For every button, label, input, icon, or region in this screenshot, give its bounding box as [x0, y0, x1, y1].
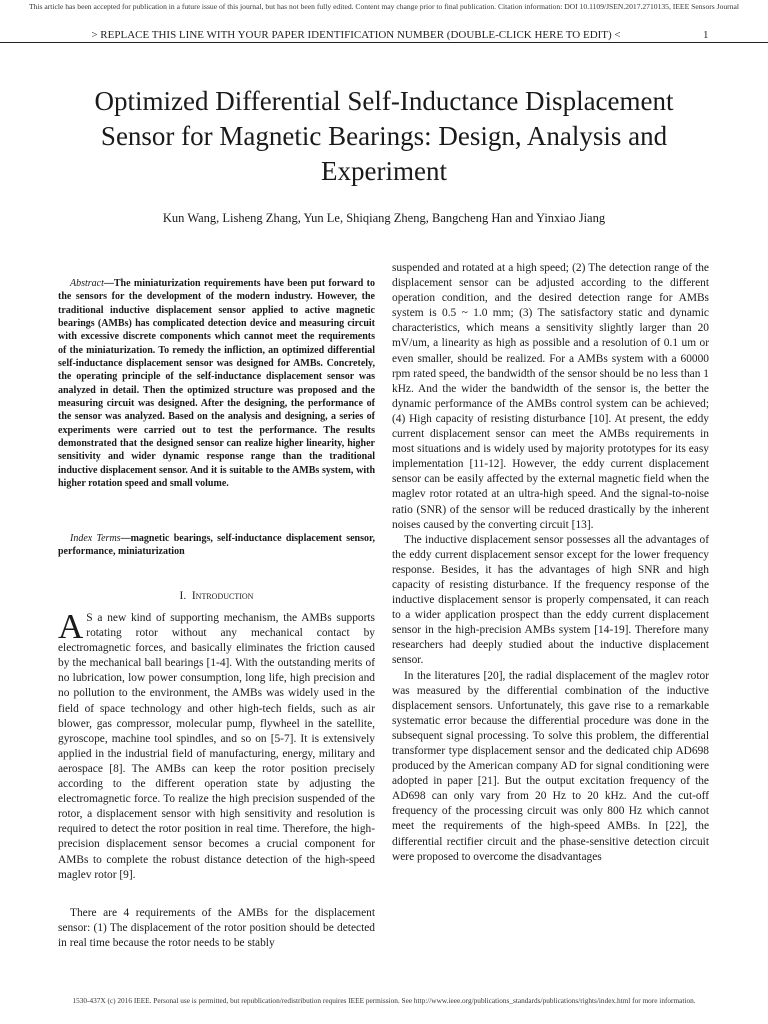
copyright-footer: 1530-437X (c) 2016 IEEE. Personal use is permitted, but republication/redistribution requires IEEE permission. See http://www.ieee.org/publications_standards/publications/rights/index.html for more information.: [72, 996, 696, 1005]
abstract-lead: Abstract: [70, 278, 104, 289]
intro-paragraph-1: [58, 607, 375, 883]
right-paragraph-1: suspended and rotated at a high speed; (2) The detection range of the displacement sensor can be adjusted according to the different operation condition, and the desired detection range for AMBs system is 0.5 ~ 1.0 mm; (3) The satisfactory static and dynamic characteristics, which means a sensitivity slightly larger than 20 mV/um, a linearity as high as possible and a resolution of 0.1 um or even smaller, should be realized. For a AMBs system with a 60000 rpm rated speed, the bandwidth of the sensor should be no less than 1 kHz. And the wider the bandwidth of the sensor is, the better the dynamic performance of the AMBs control system can be achieved; (4) High capacity of resisting disturbance [10]. At present, the eddy current displacement sensor can meet the AMBs requirements in most situations and is widely used by majority prototypes for its easy implementation [11-12]. However, the eddy current displacement sensor can be easily affected by the external magnetic field when the maglev rotor rotated at an ultra-high speed. And the signal-to-noise ratio (SNR) of the sensor will be reduced drastically by the inherent noises caused by the converting circuit [13].: [392, 262, 709, 531]
index-terms-text: —magnetic bearings, self-inductance displacement sensor, performance, miniaturization: [58, 533, 375, 558]
index-terms: [58, 532, 375, 559]
intro-paragraph-2: There are 4 requirements of the AMBs for the displacement sensor: (1) The displacement of the rotor position should be detected in real time because the rotor needs to be stably: [58, 907, 375, 950]
author-list: Kun Wang, Lisheng Zhang, Yun Le, Shiqiang Zheng, Bangcheng Han and Yinxiao Jiang: [162, 211, 606, 225]
section-heading-introduction: [58, 589, 375, 604]
abstract-text: —The miniaturization requirements have been put forward to the sensors for the development of the modern industry. However, the traditional inductive displacement sensor applied to active magnetic bearings (AMBs) has complicated detection device and measuring circuit with excessive discrete components which cannot meet the requirements of the miniaturization. To remedy the infliction, an optimized differential self-inductance displacement sensor was designed for AMBs. Concretely, the operating principle of the self-inductance displacement sensor was analyzed in detail. Then the optimized structure was proposed and the measuring circuit was designed. After the designing, the performance of the sensor was analyzed. Based on the analysis and designing, a series of experiments were carried out to test the performance. The results demonstrated that the designed sensor can realize higher linearity, higher sensitivity and wider dynamic response range than the traditional inductive displacement sensor. And it is suitable to the AMBs system, with higher rotation speed and small volume.: [58, 278, 375, 490]
paper-title: Optimized Differential Self-Inductance Displacement Sensor for Magnetic Bearings: Design, Analysis and Experiment: [94, 86, 674, 186]
right-column: [392, 261, 709, 865]
intro-paragraph-1-text: S a new kind of supporting mechanism, the AMBs supports rotating rotor without any mechanical contact by electromagnetic forces, and basically eliminates the friction caused by the mechanical ball bearings [1-4]. With the outstanding merits of no lubrication, low power consumption, long life, high precision and no pollution to the environment, the AMBs was widely used in the field of space technology and other high-tech fields, such as air blower, gas compressor, molecular pump, flywheel in the satellite, gyroscope, machine tool spindles, and so on [5-7]. It is extensively applied in the industrial field of manufacturing, energy, military and aerospace [8]. The AMBs can keep the rotor position precisely according to the different operation state by adjusting the electromagnetic force. To realize the high precision suspended of the rotor, a displacement sensor with high sensitivity and resolution is required to detect the rotor position in real time. Therefore, the high-precision displacement sensor becomes a crucial component for AMBs to complete the robust distance detection of the high-speed maglev rotor [9].: [58, 612, 375, 881]
publication-notice: This article has been accepted for publication in a future issue of this journal, but has not been fully edited. Content may change prior to final publication. Citation information: DOI 10.1109/JSEN.2017.2710135, IEEE Sensors Journal: [28, 2, 739, 11]
abstract: [58, 277, 375, 491]
right-paragraph-2: The inductive displacement sensor possesses all the advantages of the eddy current displacement sensor except for the lower frequency response. Besides, it has the advantages of high SNR and high capacity of resisting disturbance. If the frequency response of the inductive displacement sensor is properly compensated, it can reach to a wider application prospect than the eddy current displacement sensor in the high-precision AMBs system [14-19]. Therefore many researchers had deeply studied about the inductive displacement sensor.: [392, 533, 709, 667]
section-title: Introduction: [191, 590, 254, 602]
header-rule: [0, 42, 768, 43]
page-number: 1: [703, 29, 709, 41]
index-terms-lead: Index Terms: [70, 533, 121, 544]
right-paragraph-3: In the literatures [20], the radial displacement of the maglev rotor was measured by the differential combination of the inductive displacement sensors. Unfortunately, this gave rise to a remarkable systematic error because the differential procedure was done in the subsequent signal processing. To solve this problem, the differential transformer type displacement sensor and the dedicated chip AD698 produced by the American company AD for signal conditioning were adopted in paper [21]. But the output excitation frequency of the AD698 can only vary from 20 Hz to 20 kHz. And the cut-off frequency of the processing circuit was only 800 Hz which cannot meet the requirements of the high-speed AMBs. In [22], the differential rectifier circuit and the phase-sensitive detection circuit were proposed to overcome the disadvantages: [392, 669, 709, 863]
drop-cap: A: [58, 607, 84, 646]
section-numeral: I.: [179, 590, 187, 602]
paper-id-line: > REPLACE THIS LINE WITH YOUR PAPER IDENTIFICATION NUMBER (DOUBLE-CLICK HERE TO EDIT) <: [91, 29, 621, 41]
